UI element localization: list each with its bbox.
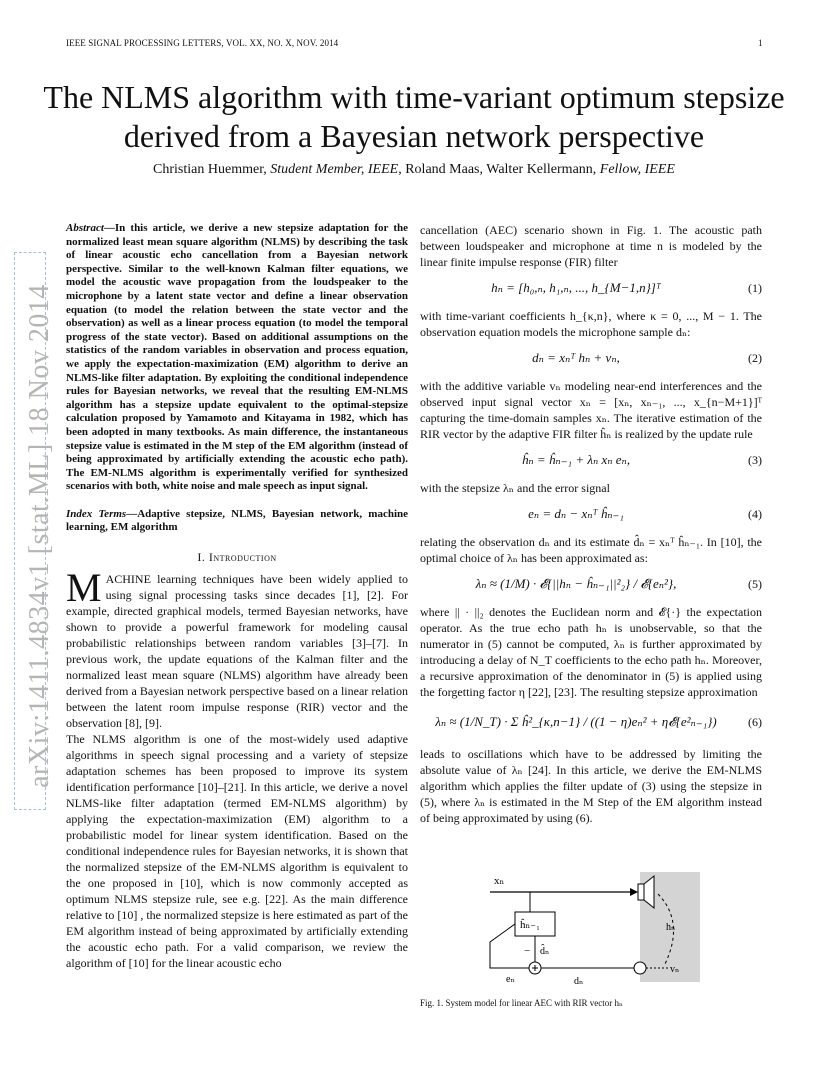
equation-3 (420, 448, 762, 474)
equation-5 (420, 572, 762, 598)
author-3-role: Fellow, IEEE (599, 162, 675, 177)
drop-cap: M (66, 565, 102, 611)
paragraph-r5: where || · ||₂ denotes the Euclidean norm and 𝓔{·} the expectation operator. As the true echo path hₙ is unobservable, so that the numerator in (5) cannot be computed, λₙ is further approximated by introducing a delay of N_T coefficients to the echo path hₙ. Moreover, a recursive approximation of the denominator in (5) is applied using the forgetting factor η [22], [23]. The resulting stepsize approximation (420, 605, 762, 699)
abstract (66, 222, 408, 494)
equation-1 (420, 276, 762, 302)
intro-paragraph-1 (66, 565, 408, 731)
paragraph-r2: with the additive variable vₙ modeling near-end interferences and the observed input signal vector xₙ = [xₙ, xₙ₋₁, ..., x_{n−M+1}]ᵀ capturing the time-domain samples xₙ. The iterative estimation of the RIR vector by the adaptive FIR filter ĥₙ is realized by the update rule (420, 379, 762, 441)
index-terms-text: —Adaptive stepsize, NLMS, Bayesian network, machine learning, EM algorithm (66, 507, 408, 534)
paragraph-r3: with the stepsize λₙ and the error signal (420, 481, 610, 495)
equation-3-body: ĥₙ = ĥₙ₋₁ + λₙ xₙ eₙ, (521, 452, 631, 467)
loudspeaker-icon (638, 884, 644, 900)
paragraph-r0: cancellation (AEC) scenario shown in Fig. 1. The acoustic path between loudspeaker and microphone at time n is modeled by the linear finite impulse response (FIR) filter (420, 223, 762, 269)
equation-1-body: hₙ = [h₀,ₙ, h₁,ₙ, ..., h_{M−1,n}]ᵀ (491, 280, 661, 295)
paragraph-r1: with time-variant coefficients h_{κ,n}, where κ = 0, ..., M − 1. The observation equation models the microphone sample dₙ: (420, 309, 762, 339)
page-number: 1 (758, 38, 763, 48)
label-d: dₙ (574, 976, 584, 987)
abstract-label: Abstract (66, 222, 104, 234)
intro-paragraph-1-text: ACHINE learning techniques have been widely applied to using signal processing tasks since decades [1], [2]. For example, directed graphical models, termed Bayesian networks, have shown to provide a powerful framework for modeling causal probabilistic relationships between random variables [3]–[7]. In previous work, the update equations of the Kalman filter and the normalized least mean square (NLMS) algorithm have already been derived from a Bayesian network perspective based on a linear relation between the latent room impulse response (RIR) vector and the observation [8], [9]. (66, 572, 408, 731)
arxiv-stamp-text: arXiv:1411.4834v1 [stat.ML] 18 Nov 2014 (24, 284, 55, 788)
intro-paragraph-2: The NLMS algorithm is one of the most-widely used adaptive algorithms in speech signal processing and a variety of stepsize adaptation schemes has been proposed to improve its system identification performance [10]–[21]. In this article, we derive a novel NLMS-like filter adaptation (termed EM-NLMS algorithm) by applying the expectation-maximization (EM) algorithm to a probabilistic model for linear system identification. Based on the conditional independence rules for Bayesian networks, it is shown that the normalized stepsize of the EM-NLMS algorithm is equivalent to the one proposed in [10], which is now commonly accepted as optimum NLMS stepsize rule, see e.g. [22]. As the main difference relative to [10] , the normalized stepsize is here estimated as part of the EM algorithm instead of being approximated by artificially extending the acoustic echo path. For a valid comparison, we review the algorithm of [10] for the linear acoustic echo (66, 732, 408, 971)
label-minus: − (524, 945, 531, 957)
equation-4 (420, 502, 762, 528)
paragraph-r6: leads to oscillations which have to be addressed by limiting the absolute value of λₙ [24]. In this article, we derive the EM-NLMS algorithm which applies the filter update of (3) using the stepsize in (5), where λₙ is estimated in the M Step of the EM algorithm instead of being approximated by using (6). (420, 747, 762, 825)
label-h-hat: ĥₙ₋₁ (520, 919, 540, 931)
equation-2-number: (2) (748, 351, 762, 365)
label-e: eₙ (506, 974, 515, 985)
author-1: Christian Huemmer, (153, 162, 267, 177)
author-line (40, 162, 788, 178)
equation-5-body: λₙ ≈ (1/M) · 𝓔{||hₙ − ĥₙ₋₁||²₂} / 𝓔{eₙ²}, (475, 576, 677, 591)
equation-2-body: dₙ = xₙᵀ hₙ + vₙ, (532, 350, 620, 365)
abstract-text: —In this article, we derive a new stepsize adaptation for the normalized least mean square algorithm (NLMS) by describing the task of linear acoustic echo cancellation from a Bayesian network perspective. Similar to the well-known Kalman filter equations, we model the acoustic wave propagation from the loudspeaker to the microphone by a latent state vector and define a linear observation equation (to model the relation between the state vector and the observation) as well as a linear process equation (to model the temporal progress of the state vector). Based on additional assumptions on the statistics of the random variables in observation and process equation, we apply the expectation-maximization (EM) algorithm to derive an NLMS-like filter adaptation. By exploiting the conditional independence rules for Bayesian networks, we reveal that the resulting EM-NLMS algorithm has a stepsize update equivalent to the optimal-stepsize calculation proposed by Yamamoto and Kitayama in 1982, which has been adopted in many textbooks. As main difference, the instantaneous stepsize value is estimated in the M step of the EM algorithm (instead of being approximated by artificially extending the acoustic echo path). The EM-NLMS algorithm is experimentally verified for synthesized scenarios with both, white noise and male speech as input signal. (66, 222, 408, 493)
equation-5-number: (5) (748, 577, 762, 591)
paper-title: The NLMS algorithm with time-variant optimum stepsize derived from a Bayesian network perspective (43, 79, 785, 154)
equation-4-number: (4) (748, 507, 762, 521)
label-h: hₙ (666, 922, 676, 933)
arxiv-stamp (10, 250, 70, 810)
equation-4-body: eₙ = dₙ − xₙᵀ ĥₙ₋₁ (528, 506, 624, 521)
equation-6 (420, 706, 762, 740)
label-d-hat: d̂ₙ (540, 946, 550, 957)
paragraph-r4: relating the observation dₙ and its estimate d̂ₙ = xₙᵀ ĥₙ₋₁. In [10], the optimal choice of λₙ has been approximated as: (420, 535, 762, 565)
equation-3-number: (3) (748, 453, 762, 467)
index-terms (66, 508, 408, 535)
author-1-role: Student Member, IEEE (270, 162, 399, 177)
microphone-icon (634, 962, 646, 974)
left-column (66, 222, 408, 971)
author-2-3: , Roland Maas, Walter Kellermann, (398, 162, 597, 177)
right-column (420, 222, 762, 826)
index-terms-label: Index Terms (66, 507, 127, 520)
running-header: IEEE SIGNAL PROCESSING LETTERS, VOL. XX, NO. X, NOV. 2014 (66, 38, 339, 48)
figure-caption: Fig. 1. System model for linear AEC with RIR vector hₙ (420, 998, 623, 1008)
label-v: vₙ (670, 964, 680, 975)
equation-6-body: λₙ ≈ (1/N_T) · Σ ĥ²_{κ,n−1} / ((1 − η)eₙ² + η𝓔{e²ₙ₋₁}) (435, 714, 717, 729)
arrow-head (630, 888, 638, 896)
label-x: xₙ (494, 875, 505, 887)
equation-2 (420, 346, 762, 372)
equation-1-number: (1) (748, 281, 762, 295)
equation-6-number: (6) (748, 715, 762, 729)
section-heading: I. Introduction (197, 550, 277, 565)
figure-1-diagram (470, 872, 700, 990)
